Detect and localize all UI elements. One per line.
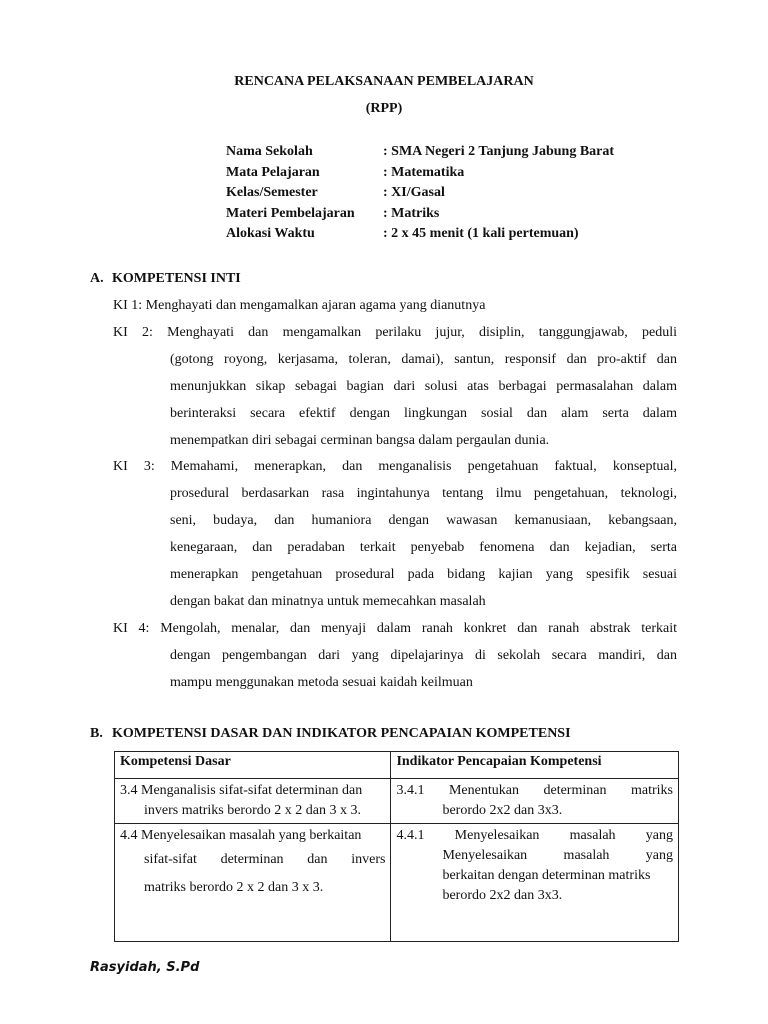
- identity-row: [226, 204, 614, 225]
- section-a-heading: [90, 271, 241, 287]
- identity-block: [226, 142, 614, 245]
- cell-line: berkaitan dengan determinan matriks: [442, 868, 651, 883]
- ki-1: [113, 292, 677, 319]
- cell-line: berordo 2x2 dan 3x3.: [442, 888, 563, 903]
- kd-cell: [115, 779, 391, 824]
- identity-row: [226, 142, 614, 163]
- ki-line: menerapkan pengetahuan prosedural pada bidang kajian yang spesifik sesuai: [170, 567, 677, 582]
- kd-cell: [115, 824, 391, 942]
- ki-3: [113, 453, 677, 615]
- ipk-cell: [391, 824, 679, 942]
- ipk-cell: [391, 779, 679, 824]
- section-letter: A.: [90, 271, 104, 286]
- cell-line: Menyelesaikan masalah yang: [442, 848, 673, 863]
- ki-line: dengan pengembangan dari yang dipelajarinya di sekolah secara mandiri, dan: [170, 648, 677, 663]
- identity-row: [226, 224, 614, 245]
- author-signature: Rasyidah, S.Pd: [90, 960, 200, 975]
- ki-line: seni, budaya, dan humaniora dengan wawasan kemanusiaan, kebangsaan,: [170, 513, 677, 528]
- cell-line: invers matriks berordo 2 x 2 dan 3 x 3.: [144, 803, 361, 818]
- identity-value: : 2 x 45 menit (1 kali pertemuan): [383, 226, 579, 241]
- competency-table: [114, 751, 679, 942]
- identity-label: Mata Pelajaran: [226, 164, 320, 180]
- section-letter: B.: [90, 726, 103, 741]
- document-title: RENCANA PELAKSANAAN PEMBELAJARAN: [234, 74, 534, 89]
- cell-line: matriks berordo 2 x 2 dan 3 x 3.: [144, 880, 324, 895]
- ki-line: menunjukkan sikap sebagai bagian dari solusi atas berbagai permasalahan dalam: [170, 379, 677, 394]
- table-row: [115, 779, 679, 824]
- ki-line: KI 2: Menghayati dan mengamalkan perilaku jujur, disiplin, tanggungjawab, peduli: [113, 325, 677, 340]
- column-header-ipk: Indikator Pencapaian Kompetensi: [391, 752, 679, 779]
- identity-row: [226, 183, 614, 204]
- ki-line: menempatkan diri sebagai cerminan bangsa dalam pergaulan dunia.: [170, 433, 550, 448]
- ki-line: berinteraksi secara efektif dengan lingkungan sosial dan alam serta dalam: [170, 406, 677, 421]
- ki-line: mampu menggunakan metoda sesuai kaidah keilmuan: [170, 675, 473, 690]
- section-title: KOMPETENSI INTI: [112, 271, 241, 286]
- identity-value: : Matriks: [383, 205, 440, 221]
- cell-line: 3.4.1 Menentukan determinan matriks: [396, 783, 673, 798]
- ki-2: [113, 319, 677, 454]
- column-header-kd: Kompetensi Dasar: [115, 752, 391, 779]
- ki-line: KI 3: Memahami, menerapkan, dan menganalisis pengetahuan faktual, konseptual,: [113, 459, 677, 474]
- ki-line: prosedural berdasarkan rasa ingintahunya tentang ilmu pengetahuan, teknologi,: [170, 486, 677, 501]
- ki-line: KI 4: Mengolah, menalar, dan menyaji dalam ranah konkret dan ranah abstrak terkait: [113, 621, 677, 636]
- section-title: KOMPETENSI DASAR DAN INDIKATOR PENCAPAIAN KOMPETENSI: [112, 726, 571, 741]
- identity-row: [226, 163, 614, 184]
- cell-line: sifat-sifat determinan dan invers: [144, 852, 386, 867]
- table-header-row: [115, 752, 679, 779]
- section-b-heading: [90, 726, 571, 742]
- cell-line: 4.4 Menyelesaikan masalah yang berkaitan: [120, 828, 362, 843]
- ki-line: KI 1: Menghayati dan mengamalkan ajaran agama yang dianutnya: [113, 298, 486, 313]
- identity-value: : XI/Gasal: [383, 185, 445, 200]
- table-row: [115, 824, 679, 942]
- ki-line: kenegaraan, dan peradaban terkait penyebab fenomena dan kejadian, serta: [170, 540, 677, 555]
- document-subtitle: (RPP): [365, 101, 403, 116]
- identity-label: Nama Sekolah: [226, 144, 313, 159]
- cell-line: berordo 2x2 dan 3x3.: [442, 803, 563, 818]
- ki-line: dengan bakat dan minatnya untuk memecahkan masalah: [170, 594, 486, 609]
- cell-line: 4.4.1 Menyelesaikan masalah yang: [396, 828, 673, 843]
- identity-value: : Matematika: [383, 164, 465, 180]
- cell-line: 3.4 Menganalisis sifat-sifat determinan dan: [120, 783, 363, 798]
- identity-label: Alokasi Waktu: [226, 226, 315, 241]
- identity-label: Kelas/Semester: [226, 185, 318, 200]
- ki-4: [113, 615, 677, 696]
- identity-label: Materi Pembelajaran: [226, 205, 355, 221]
- identity-value: : SMA Negeri 2 Tanjung Jabung Barat: [383, 144, 615, 159]
- ki-line: (gotong royong, kerjasama, toleran, damai), santun, responsif dan pro-aktif dan: [170, 352, 677, 367]
